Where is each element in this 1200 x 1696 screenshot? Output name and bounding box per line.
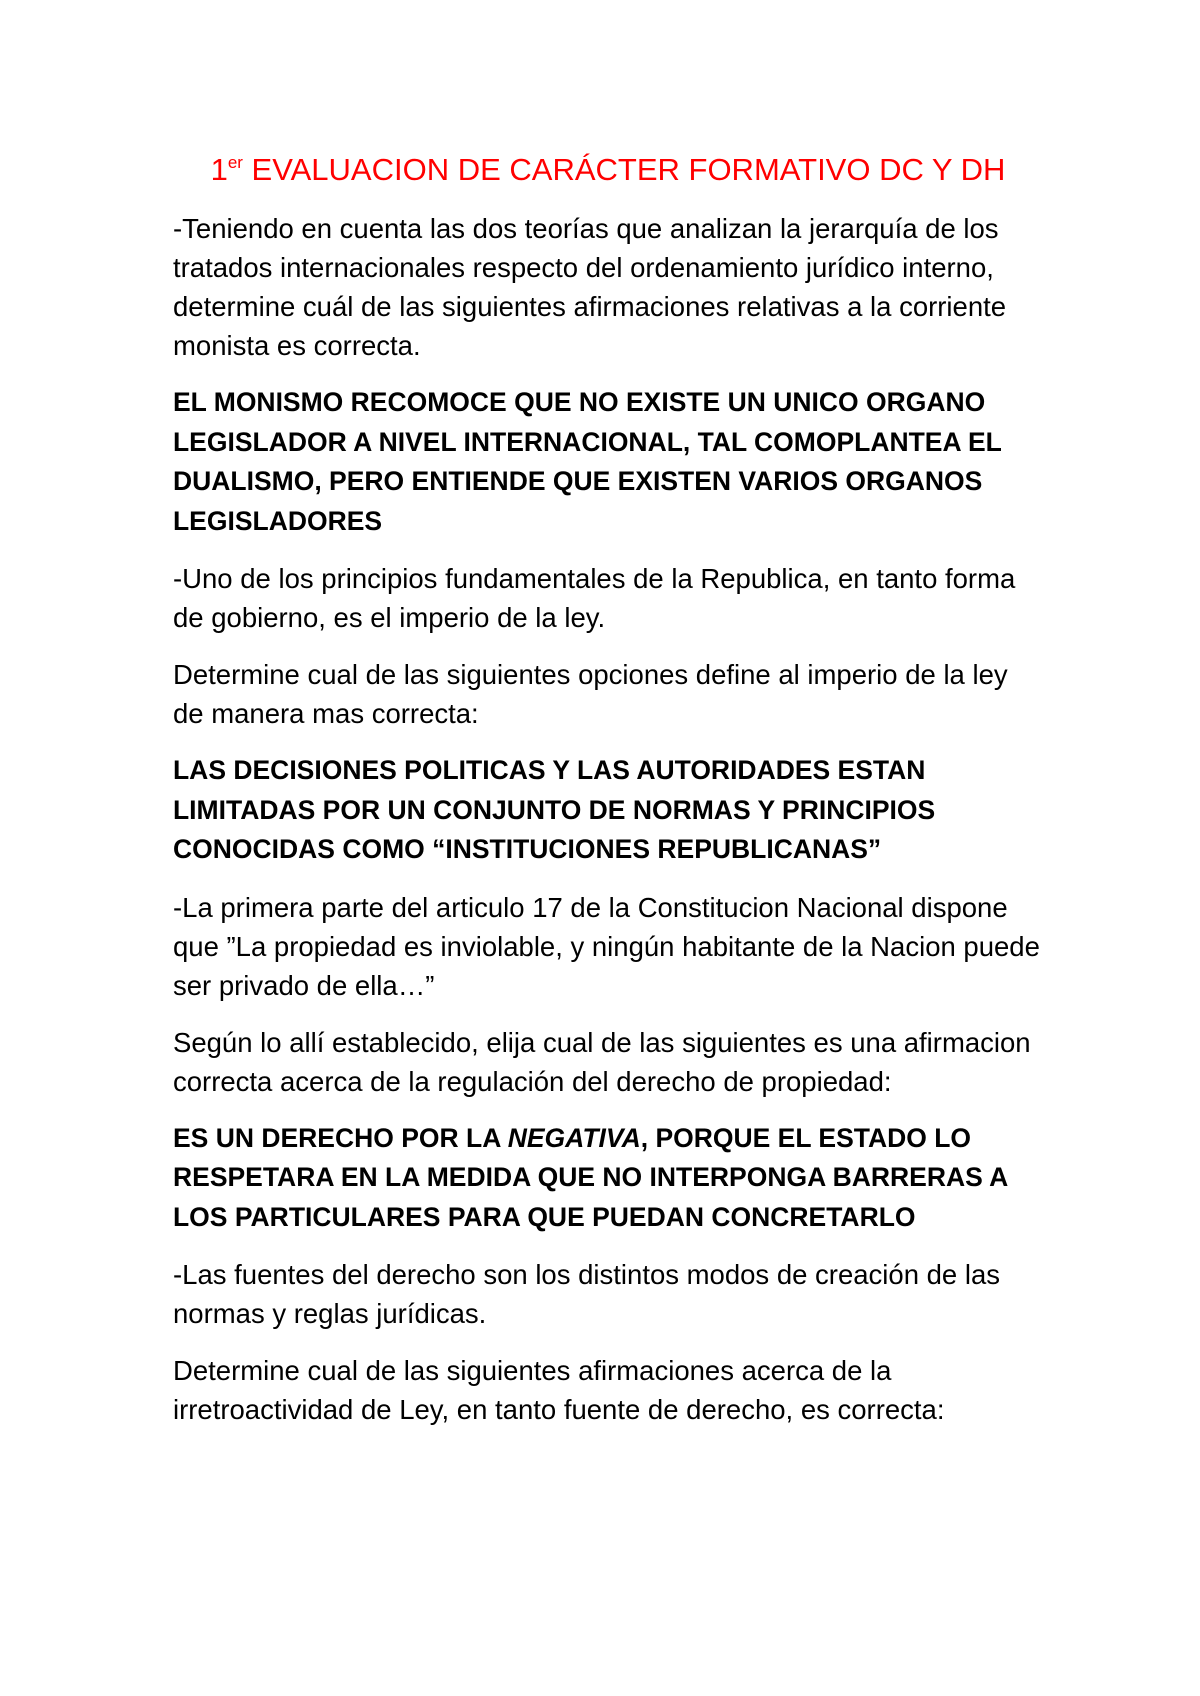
answer-1-text: EL MONISMO RECOMOCE QUE NO EXISTE UN UNICO ORGANO LEGISLADOR A NIVEL INTERNACIONAL, TAL COMOPLANTEA EL DUALISMO, PERO ENTIENDE QUE EXISTEN VARIOS ORGANOS LEGISLADORES bbox=[173, 387, 1002, 536]
answer-3-before: ES UN DERECHO POR LA bbox=[173, 1122, 508, 1153]
question-4-text: Determine cual de las siguientes afirmaciones acerca de la irretroactividad de Ley, en tanto fuente de derecho, es correcta: bbox=[173, 1355, 945, 1425]
title-ordinal-suffix: er bbox=[227, 153, 243, 172]
title-ordinal: 1 bbox=[210, 152, 228, 187]
answer-3-text bbox=[173, 1119, 1043, 1238]
answer-3-after: , PORQUE EL ESTADO LO RESPETARA EN LA MEDIDA QUE NO INTERPONGA BARRERAS A LOS PARTICULARES PARA QUE PUEDAN CONCRETARLO bbox=[173, 1122, 1008, 1232]
answer-3-emphasis: NEGATIVA bbox=[507, 1122, 641, 1153]
question-2-intro: -Uno de los principios fundamentales de la Republica, en tanto forma de gobierno, es el imperio de la ley. bbox=[173, 563, 1016, 633]
question-4-intro: -Las fuentes del derecho son los distintos modos de creación de las normas y reglas jurídicas. bbox=[173, 1259, 1001, 1329]
question-3-intro: -La primera parte del articulo 17 de la Constitucion Nacional dispone que ”La propiedad es inviolable, y ningún habitante de la Nacion puede ser privado de ella…” bbox=[173, 891, 1040, 1001]
question-2-text: Determine cual de las siguientes opciones define al imperio de la ley de manera mas correcta: bbox=[173, 659, 1008, 729]
question-1-text: -Teniendo en cuenta las dos teorías que analizan la jerarquía de los tratados internacionales respecto del ordenamiento jurídico interno, determine cuál de las siguientes afirmaciones relativas a la corriente monista es correcta. bbox=[173, 213, 1007, 361]
answer-2-text: LAS DECISIONES POLITICAS Y LAS AUTORIDADES ESTAN LIMITADAS POR UN CONJUNTO DE NORMAS Y PRINCIPIOS CONOCIDAS COMO “INSTITUCIONES REPUBLICANAS” bbox=[173, 755, 936, 864]
document-body bbox=[173, 150, 1043, 1447]
title-text: EVALUACION DE CARÁCTER FORMATIVO DC Y DH bbox=[242, 152, 1006, 187]
question-3-text: Según lo allí establecido, elija cual de las siguientes es una afirmacion correcta acerca de la regulación del derecho de propiedad: bbox=[173, 1026, 1031, 1097]
document-title bbox=[173, 150, 1043, 195]
